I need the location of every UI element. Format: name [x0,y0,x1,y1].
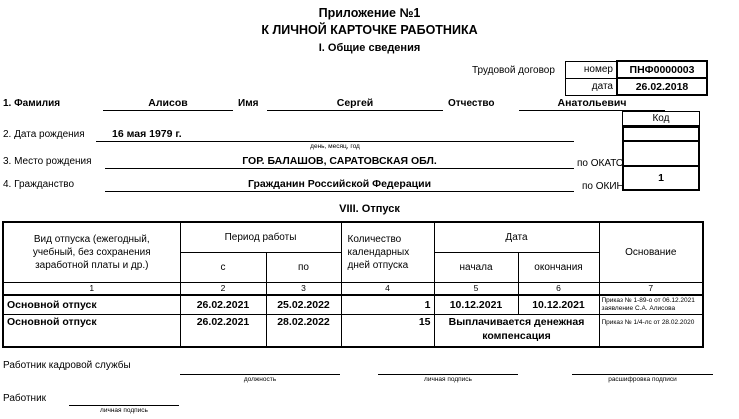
section8-title: VIII. Отпуск [339,203,400,215]
header-basis: Основание [599,222,703,283]
header-work-period: Период работы [180,222,341,253]
contract-date-value: 26.02.2018 [617,78,707,95]
surname-value: Алисов [103,96,233,111]
okato-label: по ОКАТО [577,158,624,169]
row2-basis: Приказ № 1/4-лс от 28.02.2020 [599,315,703,348]
header-date: Дата [434,222,599,253]
vacation-row-2 [3,315,703,348]
doc-title-line1: Приложение №1 [318,6,421,20]
row1-date-start: 10.12.2021 [434,295,518,315]
row2-days: 15 [341,315,434,348]
vacation-table [2,221,704,348]
hr-personal-signature-line: личная подпись [378,374,518,383]
column-number-3: 3 [266,283,341,296]
okato-code-box [622,140,700,167]
column-number-7: 7 [599,283,703,296]
column-number-5: 5 [434,283,518,296]
section1-title: I. Общие сведения [318,42,421,54]
header-period-from: с [180,253,266,283]
contract-number-value: ПНФ0000003 [617,61,707,78]
row1-period-to: 25.02.2022 [266,295,341,315]
row2-period-from: 26.02.2021 [180,315,266,348]
row1-date-end: 10.12.2021 [518,295,599,315]
surname-label: 1. Фамилия [3,98,61,109]
header-period-to: по [266,253,341,283]
first-name-value: Сергей [267,96,443,111]
header-date-end: окончания [518,253,599,283]
doc-title-line2: К ЛИЧНОЙ КАРТОЧКЕ РАБОТНИКА [261,23,478,37]
code-column-header: Код [622,111,700,126]
birth-date-hint: день, месяц, год [310,143,360,150]
vacation-row-1 [3,295,703,315]
header-date-start: начала [434,253,518,283]
employee-personal-signature-line: личная подпись [69,405,179,414]
birth-place-value: ГОР. БАЛАШОВ, САРАТОВСКАЯ ОБЛ. [105,154,574,169]
hr-signature-transcript-line: расшифровка подписи [572,374,713,383]
header-vacation-type: Вид отпуска (ежегодный, учебный, без сохранения заработной платы и др.) [3,222,180,283]
patronymic-label: Отчество [448,98,495,109]
row1-period-from: 26.02.2021 [180,295,266,315]
header-calendar-days: Количество календарных дней отпуска [341,222,434,283]
column-number-4: 4 [341,283,434,296]
okin-code-box: 1 [622,165,700,191]
patronymic-value: Анатольевич [519,96,665,111]
code-column [622,111,700,191]
employee-label: Работник [3,393,47,404]
column-number-2: 2 [180,283,266,296]
okin-label: по ОКИН [582,181,624,192]
row1-vacation-type: Основной отпуск [3,295,180,315]
birth-date-value: 16 мая 1979 г. [96,127,574,142]
row1-basis: Приказ № 1-89-о от 06.12.2021 заявление С.А. Алисова [599,295,703,315]
row2-period-to: 28.02.2022 [266,315,341,348]
citizenship-value: Гражданин Российской Федерации [105,177,574,192]
row2-vacation-type: Основной отпуск [3,315,180,348]
contract-number-label: номер [566,61,618,78]
labor-contract-box [565,60,708,96]
row2-compensation-note: Выплачивается денежная компенсация [434,315,599,348]
hr-officer-label: Работник кадровой службы [3,360,131,371]
birth-date-label: 2. Дата рождения [3,129,85,140]
citizenship-label: 4. Гражданство [3,179,75,190]
labor-contract-label: Трудовой договор [472,65,555,76]
first-name-label: Имя [238,98,259,109]
row1-days: 1 [341,295,434,315]
hr-position-signature-line: должность [180,374,340,383]
column-number-6: 6 [518,283,599,296]
contract-date-label: дата [566,78,618,95]
birth-place-label: 3. Место рождения [3,156,92,167]
column-number-1: 1 [3,283,180,296]
